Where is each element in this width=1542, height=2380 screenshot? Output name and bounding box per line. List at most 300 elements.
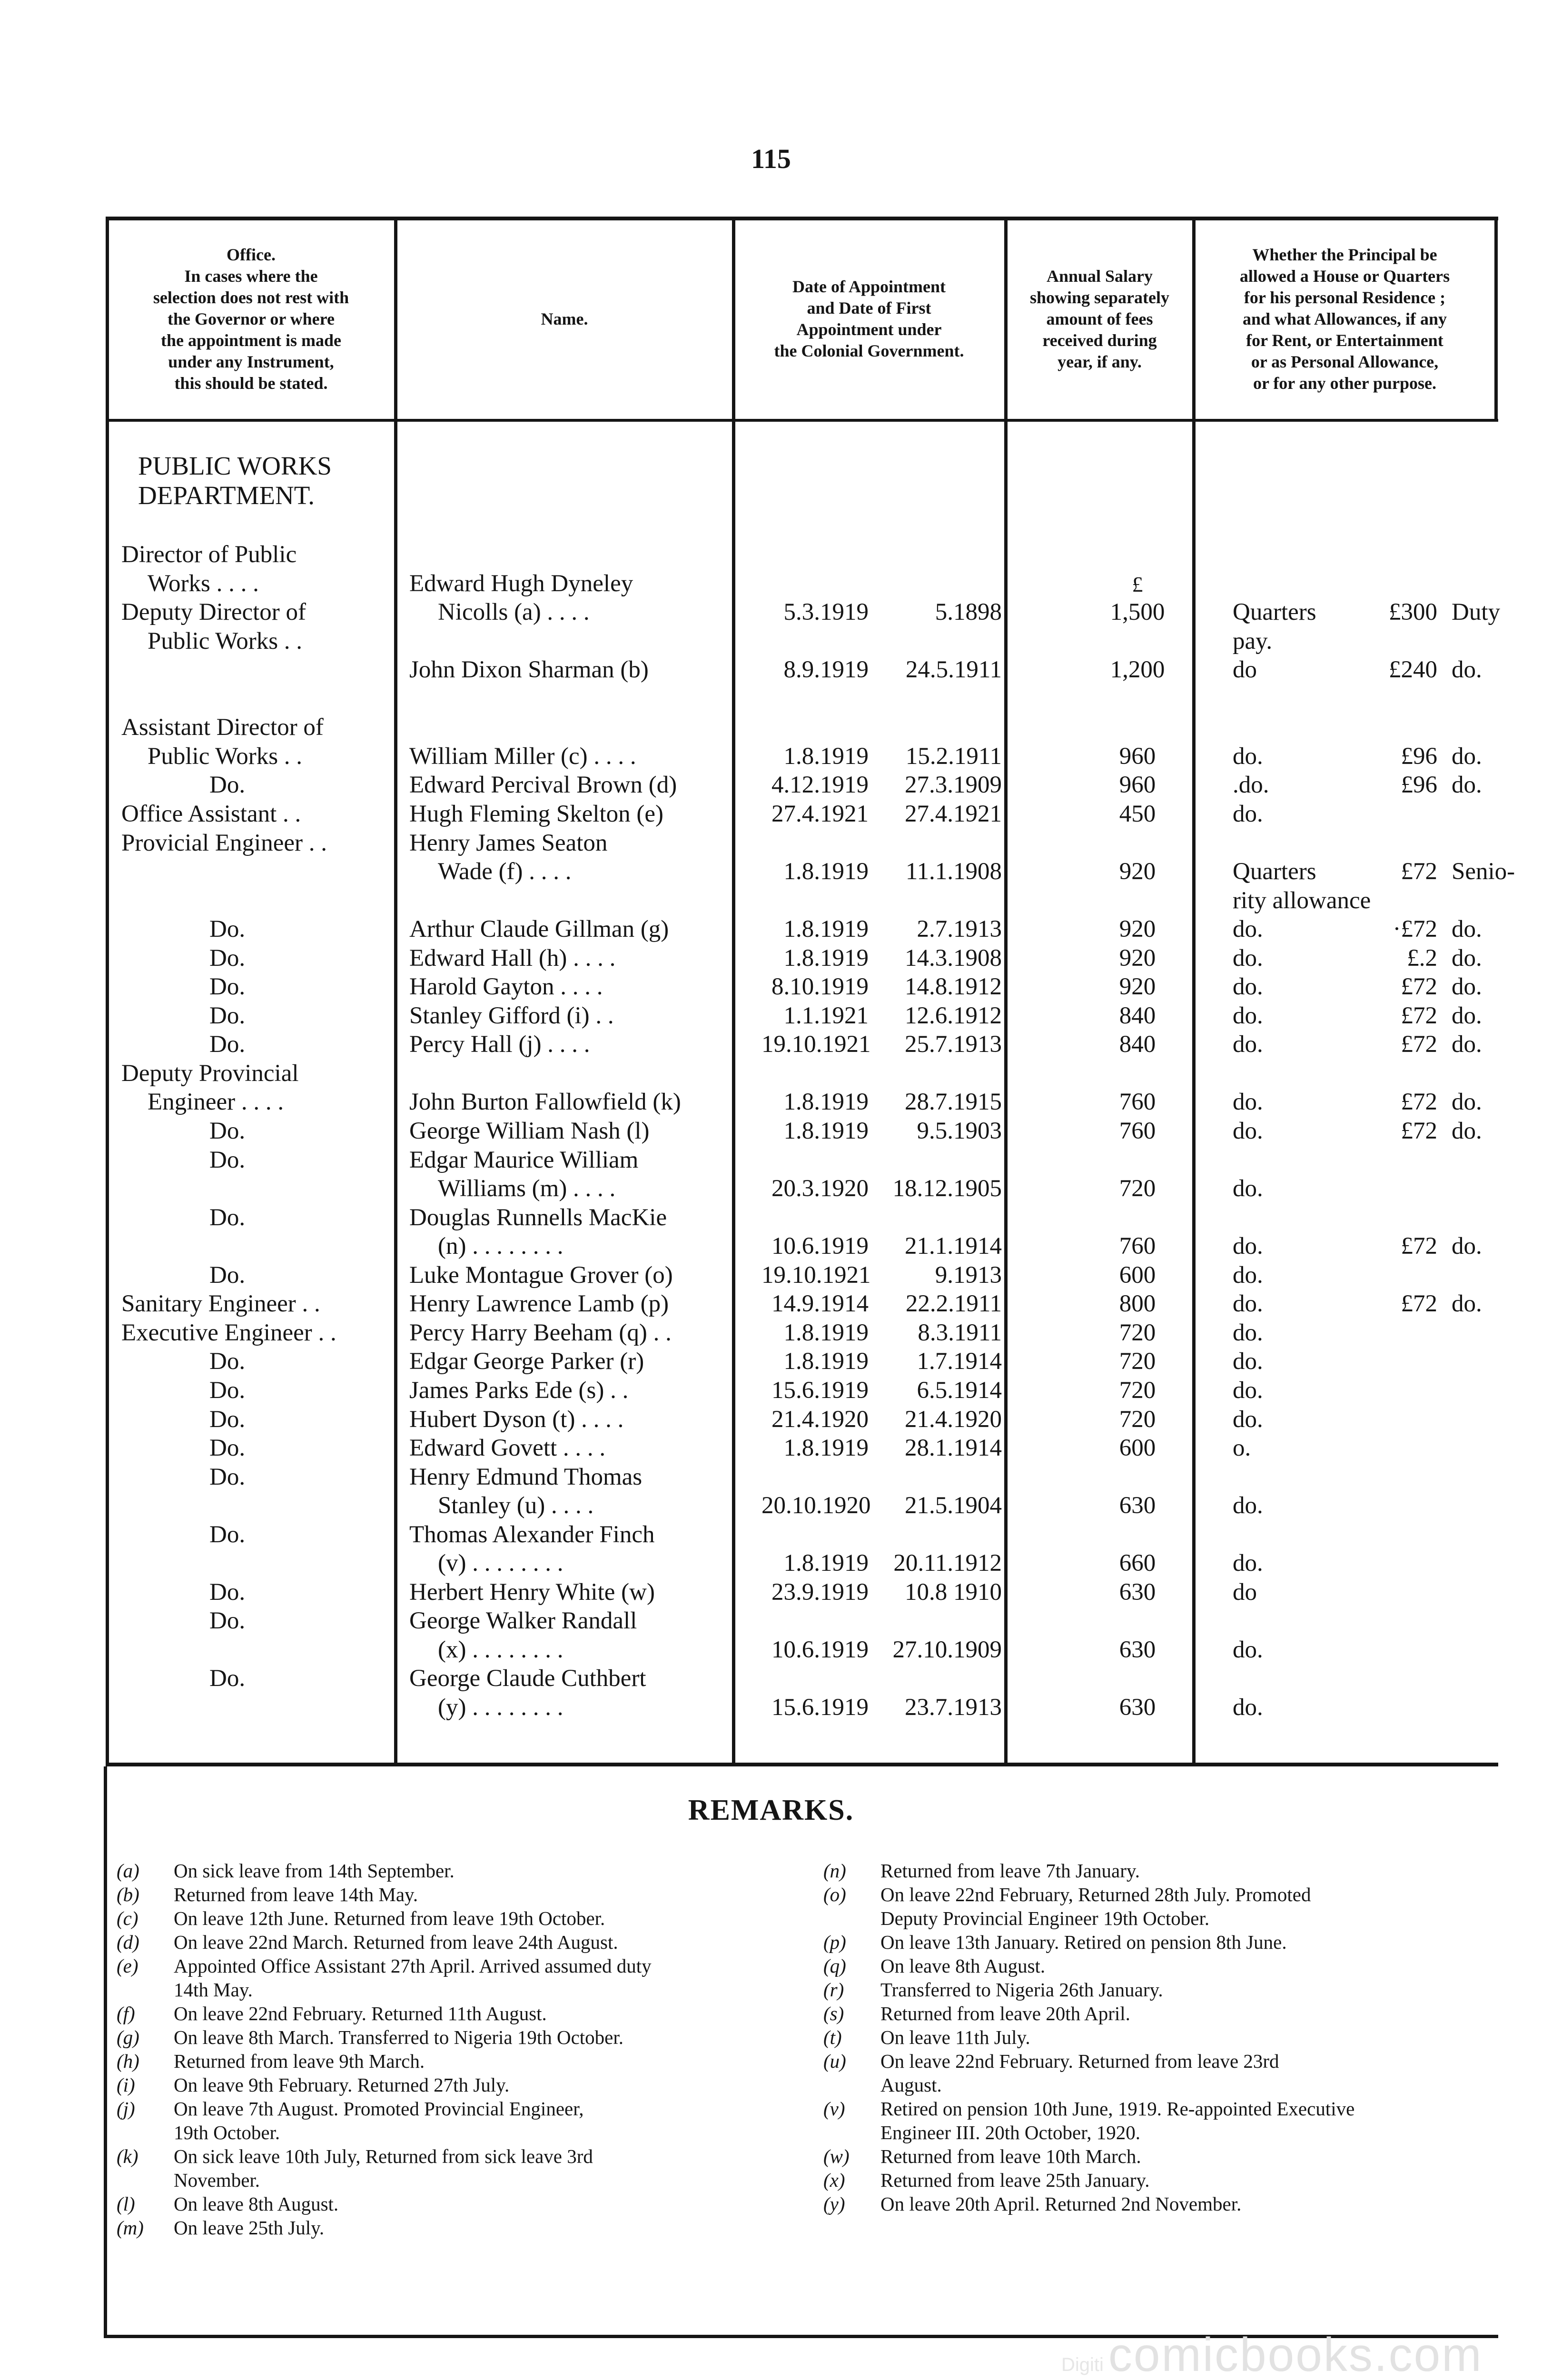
office-cell: Sanitary Engineer . .: [121, 1290, 320, 1317]
remark-key: (u): [823, 2050, 846, 2072]
name-cell: Edward Govett . . . .: [409, 1435, 606, 1461]
remark-text: Transferred to Nigeria 26th January.: [880, 1979, 1163, 2001]
remark-note: [117, 2049, 788, 2073]
quarters-cell: do.: [1233, 1348, 1263, 1375]
name-cell: Edward Hugh Dyneley: [409, 570, 633, 597]
name-cell: William Miller (c) . . . .: [409, 743, 636, 770]
office-cell: Do.: [209, 1147, 246, 1173]
quarters-cell: do.: [1233, 916, 1263, 942]
remark-text: On leave 22nd February. Returned from leave 23rd August.: [880, 2050, 1279, 2096]
quarters-cell: do: [1233, 1579, 1257, 1606]
allowance-amount: £72: [1401, 1089, 1437, 1115]
table-top-rule: [106, 217, 1498, 220]
remark-text: On sick leave from 14th September.: [174, 1860, 455, 1882]
appointment-date: 19.10.1921: [761, 1262, 871, 1289]
remark-text: Returned from leave 7th January.: [880, 1860, 1140, 1882]
name-cell: Harold Gayton . . . .: [409, 973, 603, 1000]
remark-note: [117, 2002, 788, 2025]
appointment-date: 27.4.1921: [771, 801, 869, 827]
quarters-cell: do.: [1233, 1089, 1263, 1115]
name-cell: Hugh Fleming Skelton (e): [409, 801, 664, 827]
name-cell: John Burton Fallowfield (k): [409, 1089, 681, 1115]
remark-key: (h): [117, 2050, 139, 2072]
quarters-cell: do.: [1233, 801, 1263, 827]
name-cell: Percy Hall (j) . . . .: [409, 1031, 590, 1058]
appointment-date: 1.8.1919: [783, 1319, 869, 1346]
quarters-cell: do.: [1233, 743, 1263, 770]
quarters-cell: do.: [1233, 1290, 1263, 1317]
header-salary: Annual Salary showing separately amount of fees received during year, if any.: [1029, 266, 1169, 371]
name-cell: Stanley Gifford (i) . .: [409, 1002, 614, 1029]
allowance-type: do.: [1452, 973, 1482, 1000]
appointment-date: 23.9.1919: [771, 1579, 869, 1606]
name-cell: Williams (m) . . . .: [438, 1175, 616, 1202]
first-appointment-date: 14.3.1908: [905, 945, 1002, 972]
allowance-type: do.: [1452, 1002, 1482, 1029]
appointment-date: 1.8.1919: [783, 945, 869, 972]
name-cell: Henry Lawrence Lamb (p): [409, 1290, 669, 1317]
column-divider-right: [1494, 218, 1498, 421]
remark-text: Appointed Office Assistant 27th April. Arrived assumed duty 14th May.: [174, 1955, 652, 2001]
office-cell: Do.: [209, 1377, 246, 1404]
appointment-date: 8.10.1919: [771, 973, 869, 1000]
remark-text: On leave 8th March. Transferred to Nigeria 19th October.: [174, 2026, 624, 2048]
remark-key: (g): [117, 2026, 139, 2048]
first-appointment-date: 11.1.1908: [905, 858, 1002, 885]
allowance-amount: £240: [1389, 656, 1437, 683]
salary-cell: 920: [1119, 916, 1156, 942]
name-cell: James Parks Ede (s) . .: [409, 1377, 629, 1404]
remark-key: (o): [823, 1884, 846, 1905]
remark-text: On sick leave 10th July, Returned from sick leave 3rd November.: [174, 2145, 593, 2191]
allowance-type: do.: [1452, 1031, 1482, 1058]
salary-cell: 720: [1119, 1348, 1156, 1375]
name-cell: (n) . . . . . . . .: [438, 1233, 563, 1259]
appointment-date: 15.6.1919: [771, 1694, 869, 1721]
quarters-cell: .do.: [1233, 772, 1269, 798]
salary-cell: 1,200: [1110, 656, 1165, 683]
appointment-date: 1.8.1919: [783, 916, 869, 942]
office-cell: Do.: [209, 1031, 246, 1058]
remark-text: On leave 20th April. Returned 2nd November.: [880, 2193, 1242, 2215]
remark-key: (j): [117, 2098, 135, 2120]
remark-key: (p): [823, 1931, 846, 1953]
name-cell: Edgar George Parker (r): [409, 1348, 644, 1375]
remark-key: (r): [823, 1979, 844, 2001]
appointment-date: 10.6.1919: [771, 1636, 869, 1663]
name-cell: George Claude Cuthbert: [409, 1665, 646, 1692]
quarters-cell: do.: [1233, 1118, 1263, 1144]
first-appointment-date: 15.2.1911: [905, 743, 1002, 770]
salary-cell: 630: [1119, 1492, 1156, 1519]
first-appointment-date: 27.10.1909: [892, 1636, 1002, 1663]
name-cell: Nicolls (a) . . . .: [438, 599, 590, 625]
column-divider-name: [732, 218, 735, 1765]
office-cell: Assistant Director of: [121, 714, 324, 741]
allowance-type: do.: [1452, 1290, 1482, 1317]
remark-key: (y): [823, 2193, 845, 2215]
salary-cell: 1,500: [1110, 599, 1165, 625]
office-cell: Deputy Provincial: [121, 1060, 299, 1087]
office-cell: Public Works . .: [148, 743, 303, 770]
remark-note: [117, 2144, 788, 2192]
remark-text: On leave 11th July.: [880, 2026, 1030, 2048]
salary-cell: 630: [1119, 1636, 1156, 1663]
allowance-type: do.: [1452, 743, 1482, 770]
name-cell: Luke Montague Grover (o): [409, 1262, 673, 1289]
salary-cell: 920: [1119, 945, 1156, 972]
appointment-date: 15.6.1919: [771, 1377, 869, 1404]
office-cell: Engineer . . . .: [148, 1089, 284, 1115]
first-appointment-date: 25.7.1913: [905, 1031, 1002, 1058]
name-cell: Hubert Dyson (t) . . . .: [409, 1406, 624, 1433]
appointment-date: 1.8.1919: [783, 1118, 869, 1144]
column-divider-left: [106, 217, 109, 1766]
first-appointment-date: 20.11.1912: [893, 1550, 1002, 1577]
first-appointment-date: 6.5.1914: [917, 1377, 1002, 1404]
allowance-type: Duty: [1452, 599, 1500, 625]
header-office: Office. In cases where the selection does not rest with the Governor or where the appointment is made under any Instrument, this should be stated.: [153, 245, 349, 393]
salary-cell: 600: [1119, 1435, 1156, 1461]
remark-key: (w): [823, 2145, 850, 2167]
name-cell: George Walker Randall: [409, 1607, 637, 1634]
salary-cell: 720: [1119, 1175, 1156, 1202]
office-cell: Do.: [209, 1435, 246, 1461]
remark-text: On leave 9th February. Returned 27th July.: [174, 2074, 510, 2096]
office-cell: Office Assistant . .: [121, 801, 301, 827]
salary-cell: 630: [1119, 1579, 1156, 1606]
name-cell: George William Nash (l): [409, 1118, 650, 1144]
first-appointment-date: 21.4.1920: [905, 1406, 1002, 1433]
quarters-cell: pay.: [1233, 628, 1273, 654]
remarks-title: REMARKS.: [688, 1794, 854, 1826]
watermark: [1061, 2328, 1483, 2380]
appointment-date: 19.10.1921: [761, 1031, 871, 1058]
remark-key: (c): [117, 1907, 138, 1929]
name-cell: Edward Hall (h) . . . .: [409, 945, 616, 972]
page-number: 115: [751, 143, 791, 174]
remark-text: On leave 8th August.: [880, 1955, 1046, 1977]
column-divider-office: [394, 218, 397, 1765]
office-cell: Public Works . .: [148, 628, 303, 654]
table-header-rule: [106, 419, 1498, 422]
department-heading: PUBLIC WORKS DEPARTMENT.: [138, 451, 332, 510]
remark-key: (s): [823, 2003, 844, 2024]
name-cell: Henry Edmund Thomas: [409, 1464, 642, 1490]
name-cell: Arthur Claude Gillman (g): [409, 916, 669, 942]
appointment-date: 4.12.1919: [771, 772, 869, 798]
remark-note: [823, 2049, 1509, 2097]
remark-key: (a): [117, 1860, 139, 1882]
appointment-date: 1.8.1919: [783, 1435, 869, 1461]
quarters-cell: do.: [1233, 945, 1263, 972]
appointment-date: 10.6.1919: [771, 1233, 869, 1259]
salary-cell: 450: [1119, 801, 1156, 827]
quarters-cell: do.: [1233, 1406, 1263, 1433]
quarters-cell: do.: [1233, 1636, 1263, 1663]
name-cell: Percy Harry Beeham (q) . .: [409, 1319, 672, 1346]
watermark-text: comicbooks.com: [1108, 2328, 1483, 2380]
remark-note: [823, 2097, 1509, 2144]
appointment-date: 8.9.1919: [783, 656, 869, 683]
office-cell: Do.: [209, 945, 246, 972]
remark-note: [117, 2192, 788, 2216]
remark-note: [823, 1954, 1509, 1978]
remark-note: [823, 1930, 1509, 1954]
office-cell: Do.: [209, 1665, 246, 1692]
remark-note: [823, 2192, 1509, 2216]
name-cell: Douglas Runnells MacKie: [409, 1204, 667, 1231]
remark-key: (n): [823, 1860, 846, 1882]
salary-cell: 630: [1119, 1694, 1156, 1721]
salary-cell: 760: [1119, 1089, 1156, 1115]
office-cell: Do.: [209, 1579, 246, 1606]
remark-text: On leave 22nd March. Returned from leave 24th August.: [174, 1931, 618, 1953]
quarters-cell: Quarters: [1233, 599, 1316, 625]
remark-text: On leave 13th January. Retired on pension 8th June.: [880, 1931, 1287, 1953]
remark-note: [117, 1930, 788, 1954]
quarters-cell: do.: [1233, 1233, 1263, 1259]
allowance-type: Senio-: [1452, 858, 1515, 885]
remark-key: (i): [117, 2074, 135, 2096]
appointment-date: 1.8.1919: [783, 1348, 869, 1375]
name-cell: (x) . . . . . . . .: [438, 1636, 563, 1663]
salary-cell: 960: [1119, 772, 1156, 798]
first-appointment-date: 28.1.1914: [905, 1435, 1002, 1461]
first-appointment-date: 27.3.1909: [905, 772, 1002, 798]
first-appointment-date: 1.7.1914: [917, 1348, 1002, 1375]
remark-note: [117, 2097, 788, 2144]
remark-text: Returned from leave 20th April.: [880, 2003, 1130, 2024]
appointment-date: 1.8.1919: [783, 743, 869, 770]
first-appointment-date: 23.7.1913: [905, 1694, 1002, 1721]
allowance-type: do.: [1452, 1118, 1482, 1144]
remark-note: [117, 1954, 788, 2002]
remark-note: [823, 2002, 1509, 2025]
name-cell: John Dixon Sharman (b): [409, 656, 649, 683]
pound-sign: £: [1132, 572, 1143, 596]
salary-cell: 660: [1119, 1550, 1156, 1577]
first-appointment-date: 5.1898: [935, 599, 1002, 625]
first-appointment-date: 18.12.1905: [892, 1175, 1002, 1202]
appointment-date: 1.8.1919: [783, 858, 869, 885]
remark-note: [117, 1883, 788, 1906]
allowance-amount: £72: [1401, 973, 1437, 1000]
allowance-amount: £72: [1401, 1002, 1437, 1029]
office-cell: Do.: [209, 1002, 246, 1029]
remark-key: (d): [117, 1931, 139, 1953]
allowance-amount: £72: [1401, 1233, 1437, 1259]
quarters-cell: rity allowance: [1233, 887, 1371, 914]
allowance-type: do.: [1452, 1233, 1482, 1259]
quarters-cell: do.: [1233, 1550, 1263, 1577]
name-cell: Thomas Alexander Finch: [409, 1521, 655, 1548]
appointment-date: 14.9.1914: [771, 1290, 869, 1317]
watermark-prefix: Digiti: [1061, 2354, 1104, 2375]
allowance-amount: ·£72: [1393, 916, 1437, 942]
quarters-cell: do.: [1233, 1175, 1263, 1202]
remark-text: On leave 7th August. Promoted Provincial Engineer, 19th October.: [174, 2098, 584, 2143]
header-allowance: Whether the Principal be allowed a House or Quarters for his personal Residence ; and what Allowances, if any for Rent, or Entertainment or as Personal Allowance, or for any other purpose.: [1239, 245, 1450, 393]
allowance-type: do.: [1452, 656, 1482, 683]
remark-text: On leave 22nd February. Returned 11th August.: [174, 2003, 547, 2024]
allowance-type: do.: [1452, 772, 1482, 798]
remark-note: [823, 2144, 1509, 2168]
quarters-cell: do: [1233, 656, 1257, 683]
allowance-amount: £96: [1401, 743, 1437, 770]
office-cell: Do.: [209, 1406, 246, 1433]
remark-note: [823, 2025, 1509, 2049]
first-appointment-date: 22.2.1911: [905, 1290, 1002, 1317]
first-appointment-date: 10.8 1910: [905, 1579, 1002, 1606]
allowance-amount: £72: [1401, 1290, 1437, 1317]
remark-key: (b): [117, 1884, 139, 1905]
name-cell: Stanley (u) . . . .: [438, 1492, 594, 1519]
name-cell: Henry James Seaton: [409, 830, 608, 856]
remark-note: [823, 1978, 1509, 2002]
appointment-date: 5.3.1919: [783, 599, 869, 625]
first-appointment-date: 8.3.1911: [918, 1319, 1002, 1346]
appointment-date: 1.8.1919: [783, 1550, 869, 1577]
first-appointment-date: 24.5.1911: [905, 656, 1002, 683]
first-appointment-date: 9.1913: [935, 1262, 1002, 1289]
remark-note: [117, 2025, 788, 2049]
office-cell: Executive Engineer . .: [121, 1319, 336, 1346]
office-cell: Do.: [209, 1464, 246, 1490]
office-cell: Do.: [209, 1262, 246, 1289]
salary-cell: 720: [1119, 1406, 1156, 1433]
allowance-type: do.: [1452, 1089, 1482, 1115]
salary-cell: 960: [1119, 743, 1156, 770]
remark-text: On leave 25th July.: [174, 2217, 325, 2239]
allowance-amount: £72: [1401, 858, 1437, 885]
salary-cell: 920: [1119, 973, 1156, 1000]
name-cell: Herbert Henry White (w): [409, 1579, 655, 1606]
appointment-date: 1.1.1921: [783, 1002, 869, 1029]
salary-cell: 800: [1119, 1290, 1156, 1317]
office-cell: Provicial Engineer . .: [121, 830, 327, 856]
salary-cell: 720: [1119, 1319, 1156, 1346]
remark-text: On leave 22nd February, Returned 28th July. Promoted Deputy Provincial Engineer 19th October.: [880, 1884, 1311, 1929]
quarters-cell: do.: [1233, 1319, 1263, 1346]
header-date: Date of Appointment and Date of First Appointment under the Colonial Government.: [774, 277, 964, 360]
quarters-cell: do.: [1233, 1694, 1263, 1721]
allowance-amount: £96: [1401, 772, 1437, 798]
name-cell: Edward Percival Brown (d): [409, 772, 677, 798]
first-appointment-date: 12.6.1912: [905, 1002, 1002, 1029]
allowance-amount: £.2: [1407, 945, 1437, 972]
salary-cell: 840: [1119, 1002, 1156, 1029]
first-appointment-date: 9.5.1903: [917, 1118, 1002, 1144]
office-cell: Works . . . .: [148, 570, 259, 597]
first-appointment-date: 21.1.1914: [905, 1233, 1002, 1259]
salary-cell: 920: [1119, 858, 1156, 885]
remark-key: (e): [117, 1955, 138, 1977]
name-cell: (y) . . . . . . . .: [438, 1694, 563, 1721]
first-appointment-date: 14.8.1912: [905, 973, 1002, 1000]
remark-key: (q): [823, 1955, 846, 1977]
remark-note: [823, 1883, 1509, 1930]
remark-note: [823, 2168, 1509, 2192]
quarters-cell: do.: [1233, 1377, 1263, 1404]
office-cell: Do.: [209, 1118, 246, 1144]
column-divider-date: [1004, 218, 1008, 1765]
office-cell: Do.: [209, 916, 246, 942]
office-cell: Do.: [209, 772, 246, 798]
salary-cell: 840: [1119, 1031, 1156, 1058]
remark-text: Retired on pension 10th June, 1919. Re-appointed Executive Engineer III. 20th October, 1920.: [880, 2098, 1355, 2143]
office-cell: Do.: [209, 1521, 246, 1548]
header-name: Name.: [541, 309, 588, 328]
first-appointment-date: 28.7.1915: [905, 1089, 1002, 1115]
allowance-type: do.: [1452, 945, 1482, 972]
remark-key: (l): [117, 2193, 135, 2215]
remark-key: (f): [117, 2003, 135, 2024]
remark-note: [117, 1859, 788, 1883]
remark-key: (k): [117, 2145, 138, 2167]
remark-note: [117, 1906, 788, 1930]
allowance-amount: £300: [1389, 599, 1437, 625]
appointment-date: 20.3.1920: [771, 1175, 869, 1202]
first-appointment-date: 2.7.1913: [917, 916, 1002, 942]
office-cell: Director of Public: [121, 541, 297, 568]
appointment-date: 21.4.1920: [771, 1406, 869, 1433]
remark-key: (v): [823, 2098, 845, 2120]
office-cell: Do.: [209, 1348, 246, 1375]
remark-text: Returned from leave 10th March.: [880, 2145, 1141, 2167]
quarters-cell: o.: [1233, 1435, 1251, 1461]
remark-text: On leave 8th August.: [174, 2193, 339, 2215]
remark-text: Returned from leave 9th March.: [174, 2050, 425, 2072]
remark-key: (t): [823, 2026, 842, 2048]
first-appointment-date: 27.4.1921: [905, 801, 1002, 827]
remark-key: (m): [117, 2217, 144, 2239]
salary-cell: 760: [1119, 1118, 1156, 1144]
allowance-amount: £72: [1401, 1031, 1437, 1058]
quarters-cell: do.: [1233, 973, 1263, 1000]
remark-key: (x): [823, 2169, 845, 2191]
remark-note: [823, 1859, 1509, 1883]
quarters-cell: do.: [1233, 1262, 1263, 1289]
office-cell: Do.: [209, 1204, 246, 1231]
salary-cell: 600: [1119, 1262, 1156, 1289]
quarters-cell: do.: [1233, 1492, 1263, 1519]
salary-cell: 720: [1119, 1377, 1156, 1404]
first-appointment-date: 21.5.1904: [905, 1492, 1002, 1519]
office-cell: Deputy Director of: [121, 599, 306, 625]
remark-note: [117, 2073, 788, 2097]
remark-text: Returned from leave 14th May.: [174, 1884, 418, 1905]
appointment-date: 1.8.1919: [783, 1089, 869, 1115]
name-cell: Wade (f) . . . .: [438, 858, 572, 885]
quarters-cell: do.: [1233, 1002, 1263, 1029]
remark-note: [117, 2216, 788, 2240]
office-cell: Do.: [209, 973, 246, 1000]
quarters-cell: do.: [1233, 1031, 1263, 1058]
quarters-cell: Quarters: [1233, 858, 1316, 885]
remark-text: On leave 12th June. Returned from leave 19th October.: [174, 1907, 605, 1929]
office-cell: Do.: [209, 1607, 246, 1634]
name-cell: Edgar Maurice William: [409, 1147, 639, 1173]
salary-cell: 760: [1119, 1233, 1156, 1259]
page-frame-left: [104, 1766, 107, 2338]
appointment-date: 20.10.1920: [761, 1492, 871, 1519]
name-cell: (v) . . . . . . . .: [438, 1550, 563, 1577]
table-bottom-rule: [106, 1763, 1498, 1766]
allowance-type: do.: [1452, 916, 1482, 942]
allowance-amount: £72: [1401, 1118, 1437, 1144]
remark-text: Returned from leave 25th January.: [880, 2169, 1150, 2191]
